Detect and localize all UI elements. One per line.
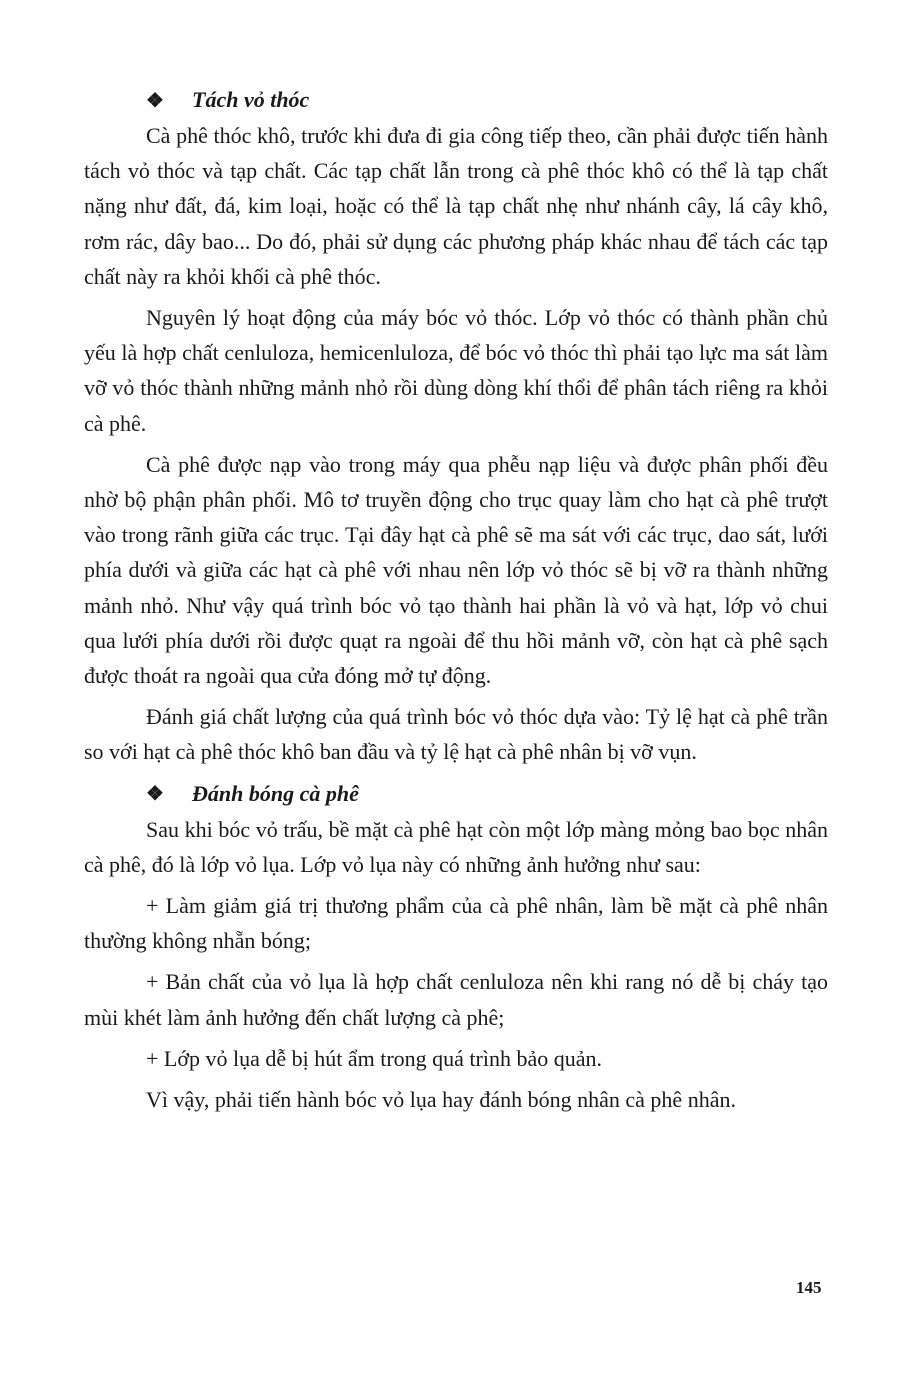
- paragraph: Vì vậy, phải tiến hành bóc vỏ lụa hay đánh bóng nhân cà phê nhân.: [146, 1087, 736, 1113]
- paragraph: Cà phê được nạp vào trong máy qua phễu nạp liệu và được phân phối đều nhờ bộ phận phân phối. Mô tơ truyền động cho trục quay làm cho hạt cà phê trượt vào trong rãnh giữa các trục. Tại đây hạt cà phê sẽ ma sát với các trục, dao sát, lưới phía dưới và giữa các hạt cà phê với nhau nên lớp vỏ thóc sẽ bị vỡ ra thành những mảnh nhỏ. Như vậy quá trình bóc vỏ tạo thành hai phần là vỏ và hạt, lớp vỏ chui qua lưới phía dưới rồi được quạt ra ngoài để thu hồi mảnh vỡ, còn hạt cà phê sạch được thoát ra ngoài qua cửa đóng mở tự động.: [84, 451, 828, 689]
- page-body: [84, 82, 828, 1123]
- section-heading-danh-bong-ca-phe: [146, 776, 828, 812]
- paragraph: Đánh giá chất lượng của quá trình bóc vỏ thóc dựa vào: Tỷ lệ hạt cà phê trần so với hạt cà phê thóc khô ban đầu và tỷ lệ hạt cà phê nhân bị vỡ vụn.: [84, 704, 828, 765]
- page-number: 145: [796, 1278, 822, 1297]
- diamond-bullet-icon: ❖: [146, 89, 164, 112]
- section-heading-tach-vo-thoc: [146, 82, 828, 118]
- paragraph: Cà phê thóc khô, trước khi đưa đi gia công tiếp theo, cần phải được tiến hành tách vỏ thóc và tạp chất. Các tạp chất lẫn trong cà phê thóc khô có thể là tạp chất nặng như đất, đá, kim loại, hoặc có thể là tạp chất nhẹ như nhánh cây, lá cây khô, rơm rác, dây bao... Do đó, phải sử dụng các phương pháp khác nhau để tách các tạp chất này ra khỏi khối cà phê thóc.: [84, 123, 828, 289]
- list-item: + Làm giảm giá trị thương phẩm của cà phê nhân, làm bề mặt cà phê nhân thường không nhẵn bóng;: [84, 893, 828, 954]
- list-item: + Bản chất của vỏ lụa là hợp chất cenluloza nên khi rang nó dễ bị cháy tạo mùi khét làm ảnh hưởng đến chất lượng cà phê;: [84, 969, 828, 1030]
- heading-text: Tách vỏ thóc: [192, 87, 310, 112]
- diamond-bullet-icon: ❖: [146, 783, 164, 806]
- list-item: + Lớp vỏ lụa dễ bị hút ẩm trong quá trình bảo quản.: [146, 1045, 603, 1071]
- paragraph: Sau khi bóc vỏ trấu, bề mặt cà phê hạt còn một lớp màng mỏng bao bọc nhân cà phê, đó là lớp vỏ lụa. Lớp vỏ lụa này có những ảnh hưởng như sau:: [84, 816, 828, 877]
- paragraph: Nguyên lý hoạt động của máy bóc vỏ thóc. Lớp vỏ thóc có thành phần chủ yếu là hợp chất cenluloza, hemicenluloza, để bóc vỏ thóc thì phải tạo lực ma sát làm vỡ vỏ thóc thành những mảnh nhỏ rồi dùng dòng khí thổi để phân tách riêng ra khỏi cà phê.: [84, 305, 828, 436]
- heading-text: Đánh bóng cà phê: [192, 780, 359, 806]
